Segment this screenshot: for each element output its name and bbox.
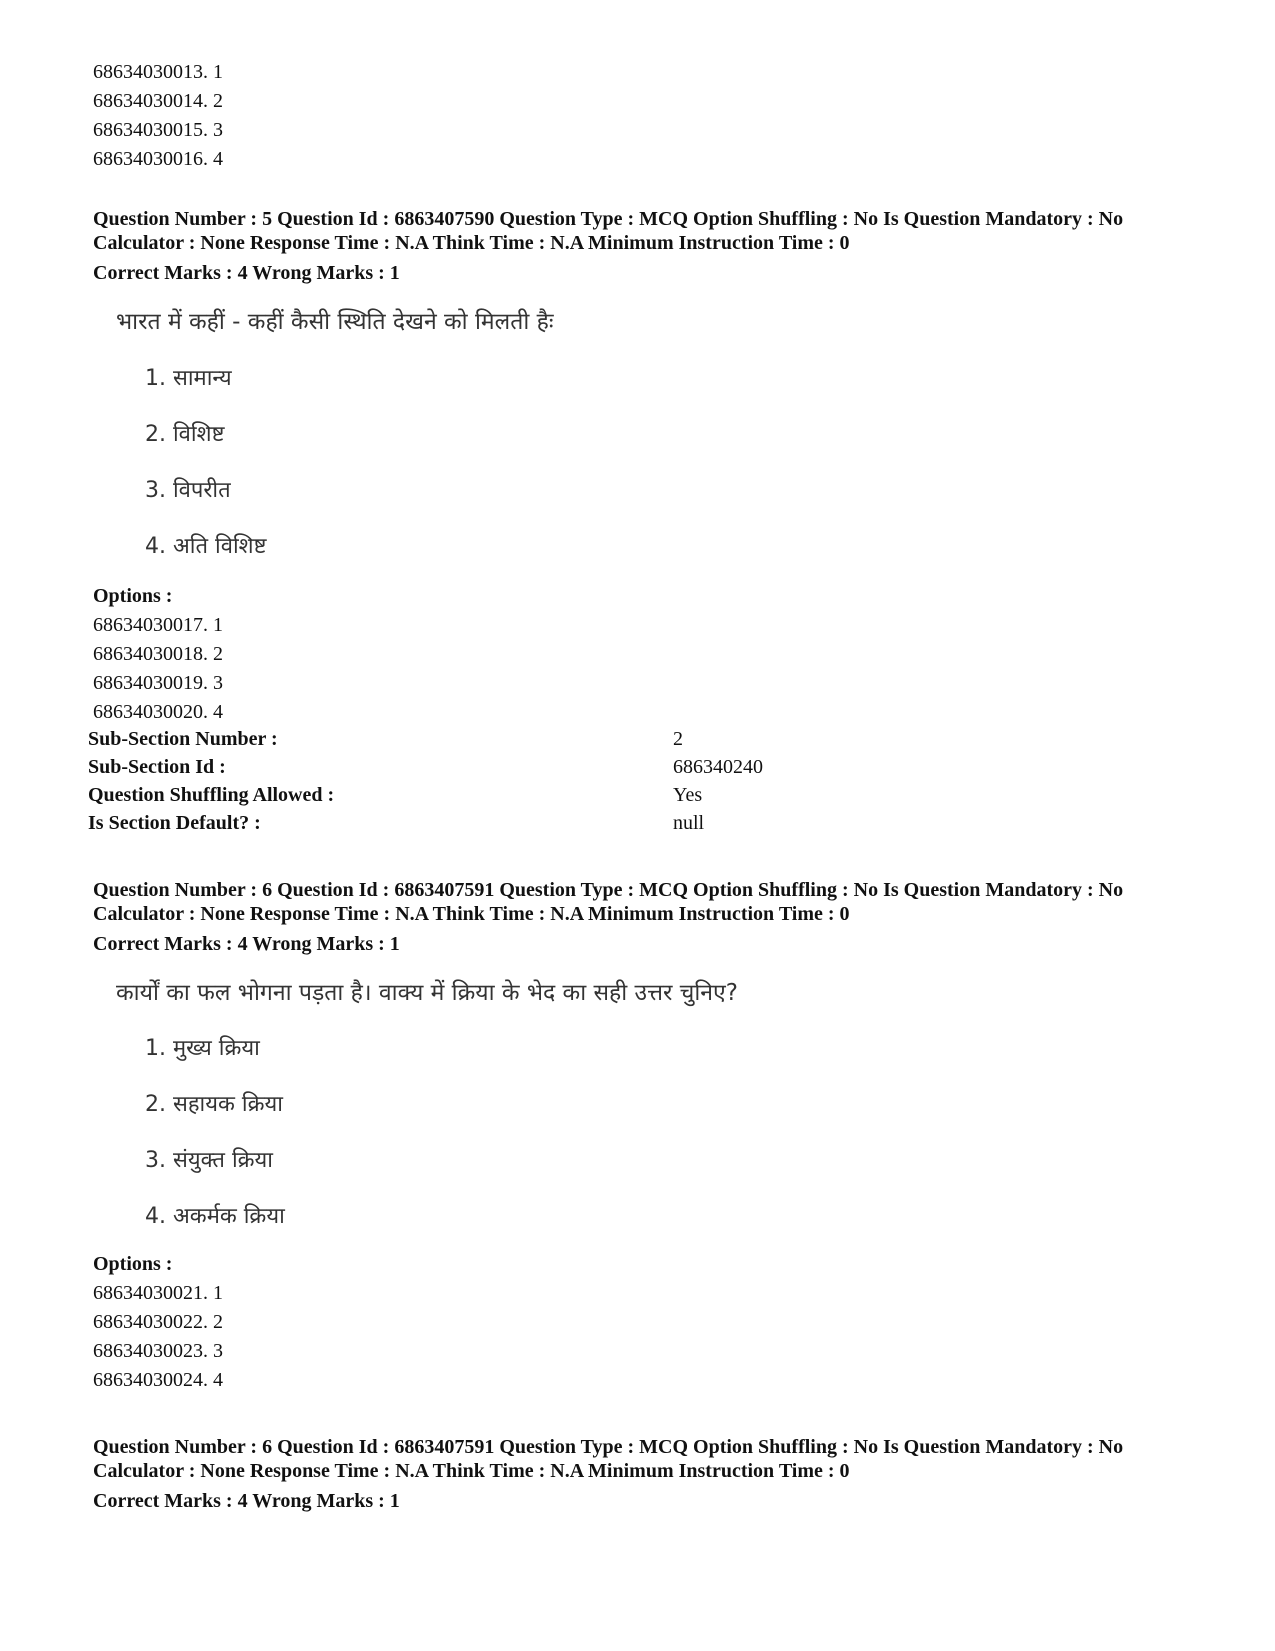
options-label: Options : xyxy=(93,1253,173,1275)
question-meta-line: Calculator : None Response Time : N.A Think Time : N.A Minimum Instruction Time : 0 xyxy=(93,232,850,254)
previous-options-list xyxy=(93,58,223,174)
question-choice: 2. सहायक क्रिया xyxy=(145,1092,283,1117)
option-item: 68634030014. 2 xyxy=(93,90,223,112)
option-item: 68634030013. 1 xyxy=(93,61,223,83)
question-meta-line: Question Number : 6 Question Id : 6863407591 Question Type : MCQ Option Shuffling : No Is Question Mandatory : No xyxy=(93,879,1124,901)
subsection-key: Sub-Section Number : xyxy=(88,728,278,750)
options-label: Options : xyxy=(93,585,173,607)
subsection-value: 2 xyxy=(673,728,683,750)
question-choice: 2. विशिष्ट xyxy=(145,422,225,447)
option-item: 68634030021. 1 xyxy=(93,1282,223,1304)
question-choice: 3. संयुक्त क्रिया xyxy=(145,1148,273,1173)
question-meta-line: Calculator : None Response Time : N.A Think Time : N.A Minimum Instruction Time : 0 xyxy=(93,1460,850,1482)
question-5-options xyxy=(93,582,223,727)
question-marks: Correct Marks : 4 Wrong Marks : 1 xyxy=(93,933,400,955)
subsection-value: 686340240 xyxy=(673,756,763,778)
option-item: 68634030019. 3 xyxy=(93,672,223,694)
subsection-value: Yes xyxy=(673,784,703,806)
question-meta-line: Question Number : 6 Question Id : 6863407591 Question Type : MCQ Option Shuffling : No Is Question Mandatory : No xyxy=(93,1436,1124,1458)
question-6-header xyxy=(93,878,1123,958)
option-item: 68634030024. 4 xyxy=(93,1369,223,1391)
option-item: 68634030017. 1 xyxy=(93,614,223,636)
option-item: 68634030016. 4 xyxy=(93,148,223,170)
question-6-options xyxy=(93,1250,223,1395)
question-6-repeat-header xyxy=(93,1435,1123,1515)
question-5-header xyxy=(93,207,1123,287)
question-choice: 3. विपरीत xyxy=(145,478,231,503)
subsection-key: Is Section Default? : xyxy=(88,812,261,834)
question-6-text: कार्यों का फल भोगना पड़ता है। वाक्य में क्रिया के भेद का सही उत्तर चुनिए? xyxy=(116,980,738,1006)
question-marks: Correct Marks : 4 Wrong Marks : 1 xyxy=(93,262,400,284)
option-item: 68634030023. 3 xyxy=(93,1340,223,1362)
option-item: 68634030015. 3 xyxy=(93,119,223,141)
option-item: 68634030022. 2 xyxy=(93,1311,223,1333)
question-choice: 4. अकर्मक क्रिया xyxy=(145,1204,285,1229)
question-choice: 4. अति विशिष्ट xyxy=(145,534,267,559)
question-meta-line: Question Number : 5 Question Id : 6863407590 Question Type : MCQ Option Shuffling : No Is Question Mandatory : No xyxy=(93,208,1124,230)
subsection-key: Question Shuffling Allowed : xyxy=(88,784,335,806)
option-item: 68634030018. 2 xyxy=(93,643,223,665)
question-5-text: भारत में कहीं - कहीं कैसी स्थिति देखने को मिलती हैः xyxy=(116,309,554,335)
question-marks: Correct Marks : 4 Wrong Marks : 1 xyxy=(93,1490,400,1512)
subsection-key: Sub-Section Id : xyxy=(88,756,226,778)
option-item: 68634030020. 4 xyxy=(93,701,223,723)
question-choice: 1. मुख्य क्रिया xyxy=(145,1036,260,1061)
question-meta-line: Calculator : None Response Time : N.A Think Time : N.A Minimum Instruction Time : 0 xyxy=(93,903,850,925)
subsection-value: null xyxy=(673,812,705,834)
question-choice: 1. सामान्य xyxy=(145,366,232,391)
